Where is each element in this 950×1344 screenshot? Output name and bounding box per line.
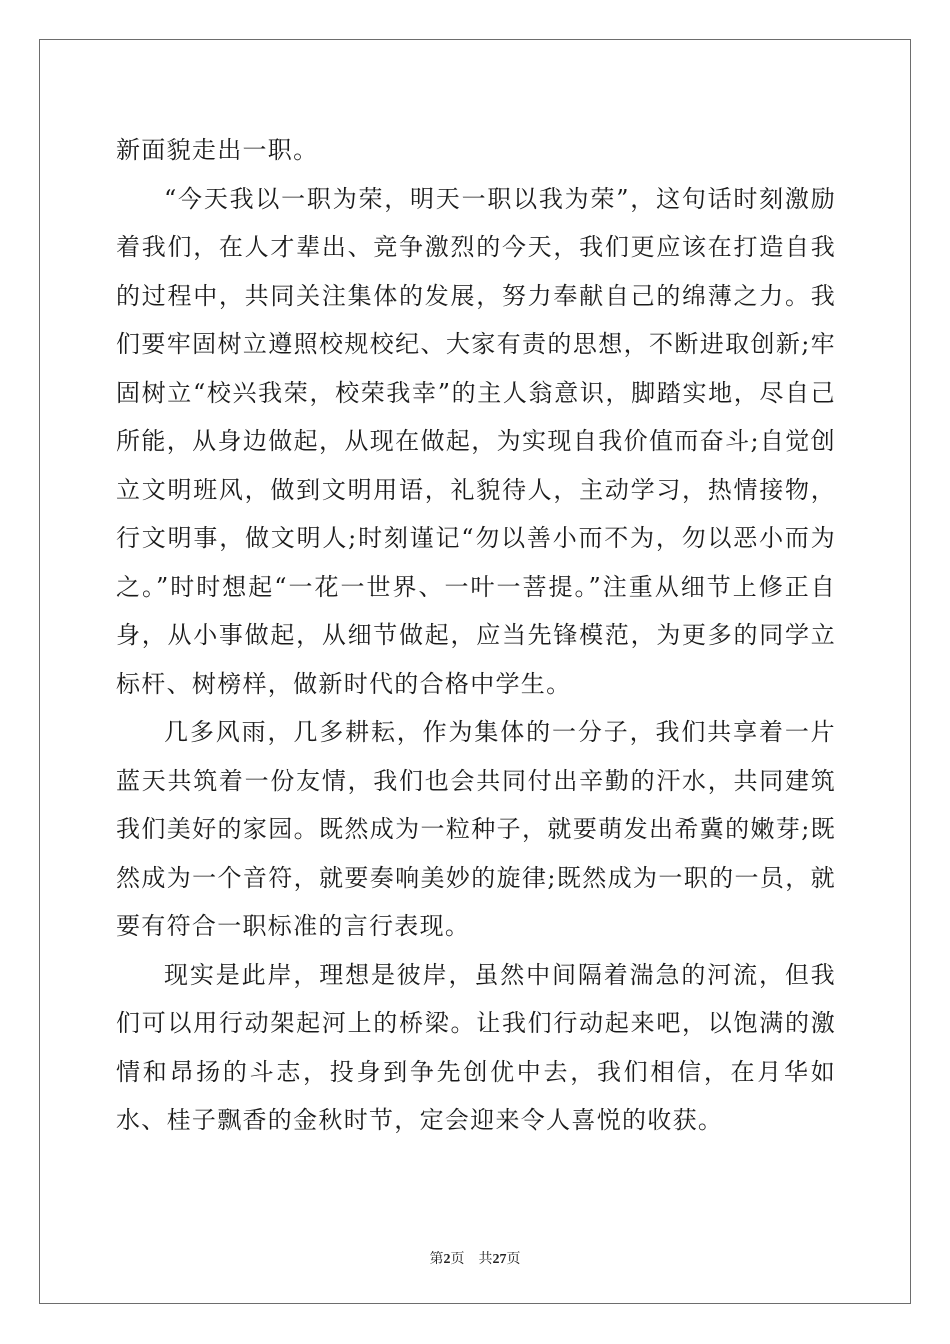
page-number: 第2页 [429, 1252, 465, 1267]
paragraph-3: 几多风雨，几多耕耘，作为集体的一分子，我们共享着一片蓝天共筑着一份友情，我们也会共同付出辛勤的汗水，共同建筑我们美好的家园。既然成为一粒种子，就要萌发出希冀的嫩芽;既然成为一个音符，就要奏响美妙的旋律;既然成为一职的一员，就要有符合一职标准的言行表现。 [116, 718, 836, 940]
paragraph-4: 现实是此岸，理想是彼岸，虽然中间隔着湍急的河流，但我们可以用行动架起河上的桥梁。让我们行动起来吧，以饱满的激情和昂扬的斗志，投身到争先创优中去，我们相信，在月华如水、桂子飘香的金秋时节，定会迎来令人喜悦的收获。 [116, 960, 836, 1134]
paragraph-1: 新面貌走出一职。 [116, 136, 319, 164]
page-footer [0, 1248, 950, 1268]
paragraph-2: “今天我以一职为荣，明天一职以我为荣”，这句话时刻激励着我们，在人才辈出、竞争激烈的今天，我们更应该在打造自我的过程中，共同关注集体的发展，努力奉献自己的绵薄之力。我们要牢固树立遵照校规校纪、大家有责的思想，不断进取创新;牢固树立“校兴我荣，校荣我幸”的主人翁意识，脚踏实地，尽自己所能，从身边做起，从现在做起，为实现自我价值而奋斗;自觉创立文明班风，做到文明用语，礼貌待人，主动学习，热情接物，行文明事，做文明人;时刻谨记“勿以善小而不为，勿以恶小而为之。”时时想起“一花一世界、一叶一菩提。”注重从细节上修正自身，从小事做起，从细节做起，应当先锋模范，为更多的同学立标杆、树榜样，做新时代的合格中学生。 [116, 184, 836, 698]
document-body [116, 126, 836, 1145]
page-total: 共27页 [478, 1252, 521, 1267]
